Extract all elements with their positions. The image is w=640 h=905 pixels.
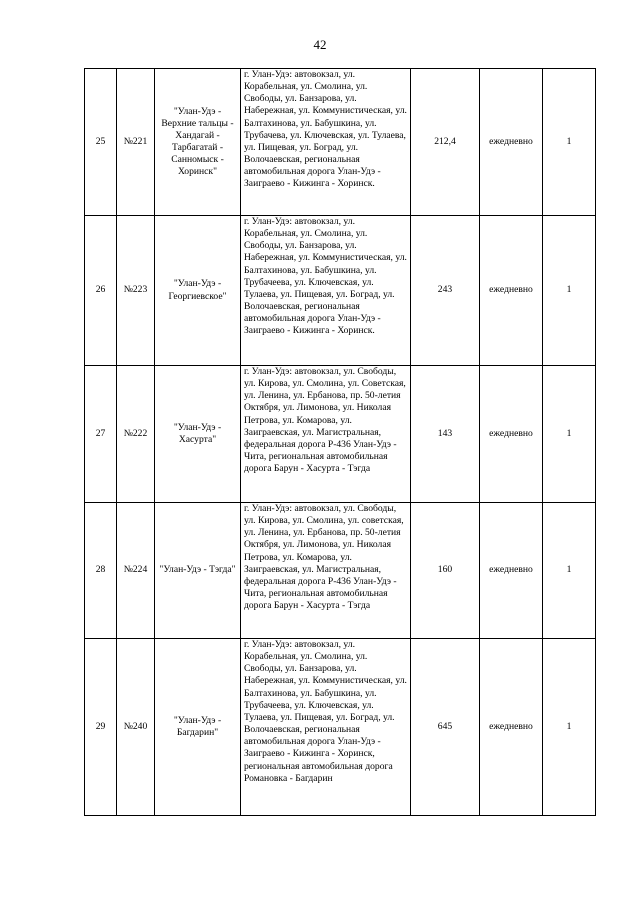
routes-table	[84, 68, 596, 816]
route-schedule-cell: ежедневно	[480, 639, 543, 816]
row-number-cell: 25	[85, 69, 117, 216]
route-count-cell: 1	[543, 69, 596, 216]
route-length-cell: 212,4	[411, 69, 480, 216]
route-number-cell: №240	[117, 639, 155, 816]
route-length-cell: 645	[411, 639, 480, 816]
route-name-cell: "Улан-Удэ - Верхние тальцы - Хандагай - Тарбагатай - Санномыск - Хоринск"	[155, 69, 241, 216]
route-length-cell: 243	[411, 216, 480, 366]
route-path-cell: г. Улан-Удэ: автовокзал, ул. Корабельная, ул. Смолина, ул. Свободы, ул. Банзарова, ул. Набережная, ул. Коммунистическая, ул. Балтахинова, ул. Бабушкина, ул. Трубачева, ул. Ключевская, ул. Тулаева, ул. Пищевая, ул. Боград, ул. Волочаевская, региональная автомобильная дорога Улан-Удэ - Заиграево - Кижинга - Хоринск.	[241, 69, 411, 216]
page-number: 42	[313, 37, 327, 52]
route-name-cell: "Улан-Удэ - Тэгда"	[155, 503, 241, 639]
row-number-cell: 29	[85, 639, 117, 816]
route-name-cell: "Улан-Удэ - Хасурта"	[155, 366, 241, 503]
route-path-cell: г. Улан-Удэ: автовокзал, ул. Свободы, ул. Кирова, ул. Смолина, ул. советская, ул. Ленина, ул. Ербанова, пр. 50-летия Октября, ул. Лимонова, ул. Николая Петрова, ул. Комарова, ул. Заиграевская, ул. Магистральная, федеральная дорога Р-436 Улан-Удэ - Чита, региональная автомобильная дорога Барун - Хасурта - Тэгда	[241, 503, 411, 639]
row-number-cell: 27	[85, 366, 117, 503]
table-row	[85, 503, 596, 639]
route-schedule-cell: ежедневно	[480, 503, 543, 639]
route-number-cell: №224	[117, 503, 155, 639]
route-count-cell: 1	[543, 503, 596, 639]
route-number-cell: №223	[117, 216, 155, 366]
route-path-cell: г. Улан-Удэ: автовокзал, ул. Корабельная, ул. Смолина, ул. Свободы, ул. Банзарова, ул. Набережная, ул. Коммунистическая, ул. Балтахинова, ул. Бабушкина, ул. Трубачеева, ул. Ключевская, ул. Тулаева, ул. Пищевая, ул. Боград, ул. Волочаевская, региональная автомобильная дорога Улан-Удэ - Заиграево - Кижинга - Хоринск, региональная автомобильная дорога Романовка - Багдарин	[241, 639, 411, 816]
route-schedule-cell: ежедневно	[480, 69, 543, 216]
row-number-cell: 26	[85, 216, 117, 366]
table-row	[85, 366, 596, 503]
route-length-cell: 160	[411, 503, 480, 639]
route-name-cell: "Улан-Удэ - Георгиевское"	[155, 216, 241, 366]
route-number-cell: №221	[117, 69, 155, 216]
table-row	[85, 216, 596, 366]
route-schedule-cell: ежедневно	[480, 366, 543, 503]
route-count-cell: 1	[543, 216, 596, 366]
table-row	[85, 639, 596, 816]
route-number-cell: №222	[117, 366, 155, 503]
route-schedule-cell: ежедневно	[480, 216, 543, 366]
route-count-cell: 1	[543, 639, 596, 816]
route-count-cell: 1	[543, 366, 596, 503]
route-path-cell: г. Улан-Удэ: автовокзал, ул. Корабельная, ул. Смолина, ул. Свободы, ул. Банзарова, ул. Набережная, ул. Коммунистическая, ул. Балтахинова, ул. Бабушкина, ул. Трубачеева, ул. Ключевская, ул. Тулаева, ул. Пищевая, ул. Боград, ул. Волочаевская, региональная автомобильная дорога Улан-Удэ - Заиграево - Кижинга - Хоринск.	[241, 216, 411, 366]
row-number-cell: 28	[85, 503, 117, 639]
table-row	[85, 69, 596, 216]
route-path-cell: г. Улан-Удэ: автовокзал, ул. Свободы, ул. Кирова, ул. Смолина, ул. Советская, ул. Ленина, ул. Ербанова, пр. 50-летия Октября, ул. Лимонова, ул. Николая Петрова, ул. Комарова, ул. Заиграевская, ул. Магистральная, федеральная дорога Р-436 Улан-Удэ - Чита, региональная автомобильная дорога Барун - Хасурта - Тэгда	[241, 366, 411, 503]
route-length-cell: 143	[411, 366, 480, 503]
route-name-cell: "Улан-Удэ - Багдарин"	[155, 639, 241, 816]
